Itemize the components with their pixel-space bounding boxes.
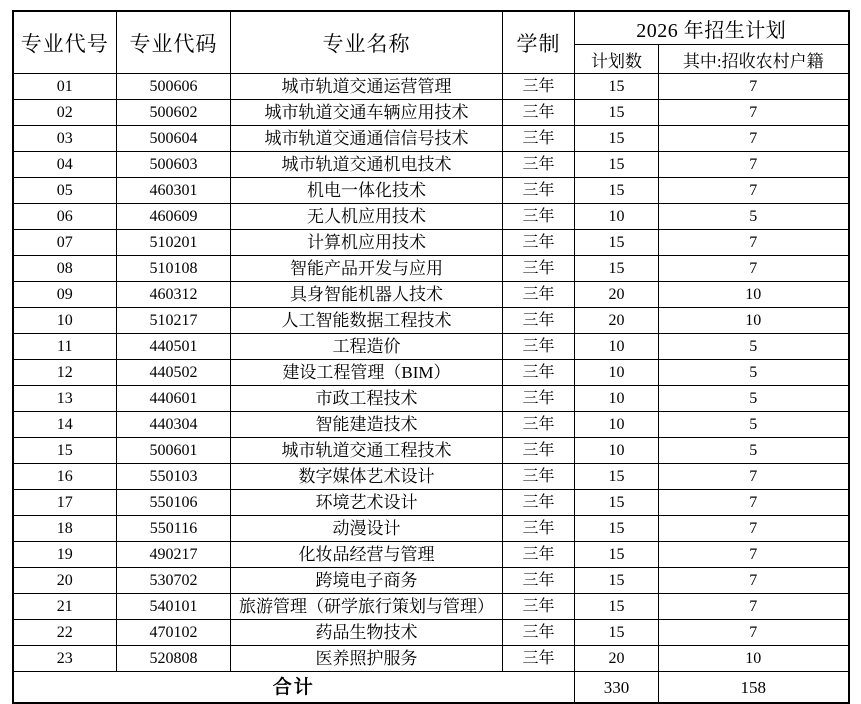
table-row [13, 464, 849, 490]
cell-duration: 三年 [503, 100, 575, 126]
cell-major-code: 20 [13, 568, 117, 594]
cell-plan-count: 10 [575, 360, 659, 386]
cell-rural-count: 5 [659, 360, 849, 386]
cell-duration: 三年 [503, 516, 575, 542]
cell-duration: 三年 [503, 646, 575, 672]
cell-major-number: 500602 [117, 100, 231, 126]
cell-rural-count: 7 [659, 542, 849, 568]
col-header-plan-group: 2026 年招生计划 [575, 11, 849, 45]
cell-rural-count: 7 [659, 100, 849, 126]
cell-duration: 三年 [503, 178, 575, 204]
cell-plan-count: 15 [575, 152, 659, 178]
table-row [13, 334, 849, 360]
table-row [13, 646, 849, 672]
cell-duration: 三年 [503, 620, 575, 646]
cell-major-number: 520808 [117, 646, 231, 672]
table-row [13, 100, 849, 126]
total-plan-count: 330 [575, 672, 659, 704]
cell-rural-count: 7 [659, 230, 849, 256]
cell-major-name: 数字媒体艺术设计 [231, 464, 503, 490]
cell-rural-count: 10 [659, 308, 849, 334]
cell-plan-count: 10 [575, 386, 659, 412]
cell-rural-count: 5 [659, 334, 849, 360]
cell-rural-count: 7 [659, 256, 849, 282]
cell-rural-count: 7 [659, 490, 849, 516]
cell-rural-count: 7 [659, 620, 849, 646]
cell-plan-count: 15 [575, 464, 659, 490]
cell-major-name: 计算机应用技术 [231, 230, 503, 256]
cell-major-code: 06 [13, 204, 117, 230]
cell-rural-count: 7 [659, 464, 849, 490]
col-header-rural: 其中:招收农村户籍 [659, 45, 849, 74]
col-header-major-name: 专业名称 [231, 11, 503, 74]
table-row [13, 152, 849, 178]
cell-rural-count: 5 [659, 204, 849, 230]
table-row [13, 256, 849, 282]
cell-plan-count: 15 [575, 620, 659, 646]
cell-major-number: 550106 [117, 490, 231, 516]
cell-major-number: 500604 [117, 126, 231, 152]
cell-rural-count: 7 [659, 74, 849, 100]
cell-duration: 三年 [503, 360, 575, 386]
cell-duration: 三年 [503, 126, 575, 152]
cell-major-code: 12 [13, 360, 117, 386]
table-row [13, 308, 849, 334]
table-row [13, 178, 849, 204]
table-total-row [13, 672, 849, 704]
cell-plan-count: 10 [575, 438, 659, 464]
cell-major-name: 智能建造技术 [231, 412, 503, 438]
cell-major-name: 旅游管理（研学旅行策划与管理） [231, 594, 503, 620]
cell-major-code: 03 [13, 126, 117, 152]
cell-duration: 三年 [503, 74, 575, 100]
cell-duration: 三年 [503, 334, 575, 360]
cell-plan-count: 20 [575, 646, 659, 672]
cell-duration: 三年 [503, 230, 575, 256]
cell-major-name: 跨境电子商务 [231, 568, 503, 594]
cell-duration: 三年 [503, 464, 575, 490]
col-header-major-number: 专业代码 [117, 11, 231, 74]
cell-plan-count: 15 [575, 542, 659, 568]
cell-plan-count: 10 [575, 204, 659, 230]
col-header-duration: 学制 [503, 11, 575, 74]
cell-major-number: 460312 [117, 282, 231, 308]
table-row [13, 490, 849, 516]
table-row [13, 412, 849, 438]
cell-major-code: 07 [13, 230, 117, 256]
table-row [13, 516, 849, 542]
cell-rural-count: 7 [659, 568, 849, 594]
cell-major-number: 440304 [117, 412, 231, 438]
table-row [13, 594, 849, 620]
cell-rural-count: 7 [659, 152, 849, 178]
cell-major-code: 09 [13, 282, 117, 308]
cell-major-number: 550116 [117, 516, 231, 542]
cell-major-code: 10 [13, 308, 117, 334]
cell-major-code: 02 [13, 100, 117, 126]
cell-major-name: 医养照护服务 [231, 646, 503, 672]
cell-duration: 三年 [503, 282, 575, 308]
cell-major-code: 05 [13, 178, 117, 204]
cell-duration: 三年 [503, 438, 575, 464]
cell-rural-count: 5 [659, 412, 849, 438]
cell-major-number: 530702 [117, 568, 231, 594]
cell-major-name: 建设工程管理（BIM） [231, 360, 503, 386]
cell-major-number: 540101 [117, 594, 231, 620]
table-header [13, 11, 849, 74]
table-row [13, 568, 849, 594]
total-label: 合计 [13, 672, 575, 704]
cell-plan-count: 15 [575, 178, 659, 204]
cell-rural-count: 7 [659, 516, 849, 542]
cell-rural-count: 10 [659, 646, 849, 672]
cell-major-name: 具身智能机器人技术 [231, 282, 503, 308]
cell-major-number: 500601 [117, 438, 231, 464]
header-row-main [13, 11, 849, 45]
cell-plan-count: 20 [575, 308, 659, 334]
cell-major-number: 440601 [117, 386, 231, 412]
cell-major-code: 11 [13, 334, 117, 360]
cell-major-code: 19 [13, 542, 117, 568]
cell-major-number: 460609 [117, 204, 231, 230]
cell-major-name: 工程造价 [231, 334, 503, 360]
cell-rural-count: 7 [659, 126, 849, 152]
total-rural-count: 158 [659, 672, 849, 704]
cell-major-number: 440502 [117, 360, 231, 386]
cell-plan-count: 15 [575, 230, 659, 256]
cell-major-code: 18 [13, 516, 117, 542]
table-row [13, 126, 849, 152]
table-row [13, 282, 849, 308]
col-header-major-code: 专业代号 [13, 11, 117, 74]
cell-duration: 三年 [503, 594, 575, 620]
table-row [13, 230, 849, 256]
cell-major-code: 01 [13, 74, 117, 100]
cell-major-number: 440501 [117, 334, 231, 360]
cell-major-number: 470102 [117, 620, 231, 646]
cell-major-code: 04 [13, 152, 117, 178]
cell-major-number: 510108 [117, 256, 231, 282]
cell-major-name: 化妆品经营与管理 [231, 542, 503, 568]
admission-plan-table [12, 10, 850, 704]
cell-plan-count: 15 [575, 516, 659, 542]
table-row [13, 74, 849, 100]
cell-major-name: 城市轨道交通工程技术 [231, 438, 503, 464]
cell-plan-count: 10 [575, 334, 659, 360]
cell-duration: 三年 [503, 152, 575, 178]
cell-plan-count: 15 [575, 126, 659, 152]
table-row [13, 360, 849, 386]
cell-major-name: 城市轨道交通通信信号技术 [231, 126, 503, 152]
cell-major-code: 22 [13, 620, 117, 646]
cell-major-number: 500606 [117, 74, 231, 100]
cell-major-name: 智能产品开发与应用 [231, 256, 503, 282]
cell-major-number: 510217 [117, 308, 231, 334]
table-row [13, 386, 849, 412]
cell-major-name: 城市轨道交通运营管理 [231, 74, 503, 100]
cell-plan-count: 15 [575, 74, 659, 100]
cell-rural-count: 7 [659, 178, 849, 204]
cell-plan-count: 15 [575, 100, 659, 126]
cell-rural-count: 5 [659, 438, 849, 464]
cell-duration: 三年 [503, 412, 575, 438]
cell-duration: 三年 [503, 204, 575, 230]
cell-major-name: 人工智能数据工程技术 [231, 308, 503, 334]
cell-major-name: 城市轨道交通机电技术 [231, 152, 503, 178]
cell-major-code: 17 [13, 490, 117, 516]
cell-major-name: 药品生物技术 [231, 620, 503, 646]
cell-plan-count: 15 [575, 490, 659, 516]
cell-plan-count: 15 [575, 256, 659, 282]
cell-major-code: 23 [13, 646, 117, 672]
cell-plan-count: 10 [575, 412, 659, 438]
table-row [13, 204, 849, 230]
cell-duration: 三年 [503, 568, 575, 594]
cell-rural-count: 5 [659, 386, 849, 412]
cell-plan-count: 20 [575, 282, 659, 308]
cell-rural-count: 7 [659, 594, 849, 620]
cell-major-code: 14 [13, 412, 117, 438]
cell-duration: 三年 [503, 308, 575, 334]
cell-major-name: 环境艺术设计 [231, 490, 503, 516]
cell-major-code: 21 [13, 594, 117, 620]
cell-major-name: 机电一体化技术 [231, 178, 503, 204]
cell-duration: 三年 [503, 542, 575, 568]
cell-duration: 三年 [503, 386, 575, 412]
cell-plan-count: 15 [575, 594, 659, 620]
cell-rural-count: 10 [659, 282, 849, 308]
cell-major-code: 13 [13, 386, 117, 412]
cell-plan-count: 15 [575, 568, 659, 594]
cell-major-number: 500603 [117, 152, 231, 178]
cell-major-number: 490217 [117, 542, 231, 568]
cell-major-name: 市政工程技术 [231, 386, 503, 412]
cell-major-number: 550103 [117, 464, 231, 490]
cell-duration: 三年 [503, 256, 575, 282]
cell-major-code: 08 [13, 256, 117, 282]
cell-major-name: 无人机应用技术 [231, 204, 503, 230]
cell-major-name: 动漫设计 [231, 516, 503, 542]
cell-major-code: 15 [13, 438, 117, 464]
cell-major-number: 510201 [117, 230, 231, 256]
table-row [13, 542, 849, 568]
cell-major-code: 16 [13, 464, 117, 490]
cell-major-name: 城市轨道交通车辆应用技术 [231, 100, 503, 126]
table-body [13, 74, 849, 704]
table-row [13, 438, 849, 464]
col-header-plan-count: 计划数 [575, 45, 659, 74]
cell-duration: 三年 [503, 490, 575, 516]
cell-major-number: 460301 [117, 178, 231, 204]
table-row [13, 620, 849, 646]
